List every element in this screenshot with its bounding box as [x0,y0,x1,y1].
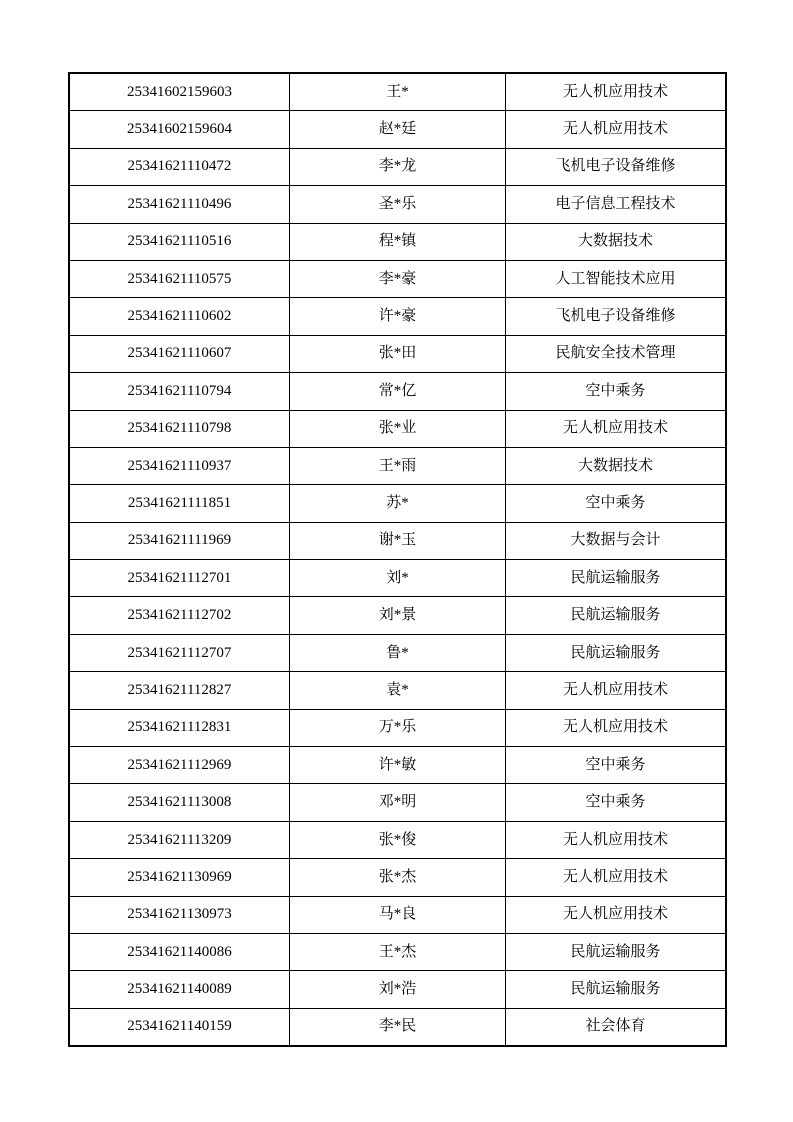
exam-number-cell: 25341621113008 [69,784,290,821]
major-cell: 大数据与会计 [506,522,727,559]
major-cell: 无人机应用技术 [506,859,727,896]
exam-number-cell: 25341621110794 [69,373,290,410]
exam-number-cell: 25341621140089 [69,971,290,1008]
exam-number-cell: 25341621112827 [69,672,290,709]
exam-number-cell: 25341621112969 [69,747,290,784]
name-cell: 刘*景 [290,597,506,634]
major-cell: 民航运输服务 [506,560,727,597]
exam-number-cell: 25341621110575 [69,260,290,297]
exam-number-cell: 25341621110602 [69,298,290,335]
exam-number-cell: 25341621111851 [69,485,290,522]
major-cell: 大数据技术 [506,223,727,260]
exam-number-cell: 25341621140086 [69,933,290,970]
exam-number-cell: 25341602159604 [69,111,290,148]
major-cell: 无人机应用技术 [506,73,727,111]
name-cell: 张*杰 [290,859,506,896]
table-row [69,298,726,335]
major-cell: 无人机应用技术 [506,821,727,858]
table-row [69,709,726,746]
table-row [69,186,726,223]
exam-number-cell: 25341621110937 [69,447,290,484]
name-cell: 圣*乐 [290,186,506,223]
table-row [69,896,726,933]
name-cell: 赵*廷 [290,111,506,148]
name-cell: 许*敏 [290,747,506,784]
major-cell: 空中乘务 [506,747,727,784]
table-row [69,335,726,372]
name-cell: 许*豪 [290,298,506,335]
table-row [69,933,726,970]
name-cell: 马*良 [290,896,506,933]
table-row [69,784,726,821]
table-row [69,821,726,858]
table-row [69,223,726,260]
name-cell: 鲁* [290,634,506,671]
exam-number-cell: 25341621112707 [69,634,290,671]
table-row [69,971,726,1008]
table-row [69,747,726,784]
name-cell: 张*田 [290,335,506,372]
major-cell: 飞机电子设备维修 [506,298,727,335]
name-cell: 程*镇 [290,223,506,260]
exam-number-cell: 25341621140159 [69,1008,290,1046]
major-cell: 无人机应用技术 [506,672,727,709]
name-cell: 袁* [290,672,506,709]
table-row [69,111,726,148]
major-cell: 民航运输服务 [506,971,727,1008]
table-row [69,522,726,559]
table-body [69,73,726,1046]
exam-number-cell: 25341621112702 [69,597,290,634]
major-cell: 无人机应用技术 [506,111,727,148]
major-cell: 人工智能技术应用 [506,260,727,297]
exam-number-cell: 25341621110496 [69,186,290,223]
exam-number-cell: 25341621110472 [69,148,290,185]
exam-number-cell: 25341621130973 [69,896,290,933]
major-cell: 民航运输服务 [506,597,727,634]
exam-number-cell: 25341621130969 [69,859,290,896]
name-cell: 李*民 [290,1008,506,1046]
table-row [69,148,726,185]
name-cell: 王*雨 [290,447,506,484]
exam-number-cell: 25341602159603 [69,73,290,111]
name-cell: 邓*明 [290,784,506,821]
name-cell: 张*俊 [290,821,506,858]
table-row [69,373,726,410]
table-row [69,859,726,896]
major-cell: 空中乘务 [506,485,727,522]
name-cell: 常*亿 [290,373,506,410]
table-row [69,672,726,709]
admission-roster-table [68,72,727,1047]
name-cell: 刘*浩 [290,971,506,1008]
table-row [69,73,726,111]
table-row [69,410,726,447]
name-cell: 苏* [290,485,506,522]
exam-number-cell: 25341621112701 [69,560,290,597]
major-cell: 社会体育 [506,1008,727,1046]
major-cell: 空中乘务 [506,784,727,821]
major-cell: 无人机应用技术 [506,896,727,933]
name-cell: 张*业 [290,410,506,447]
name-cell: 万*乐 [290,709,506,746]
name-cell: 李*龙 [290,148,506,185]
table-row [69,560,726,597]
exam-number-cell: 25341621110798 [69,410,290,447]
major-cell: 民航安全技术管理 [506,335,727,372]
table-row [69,597,726,634]
name-cell: 谢*玉 [290,522,506,559]
name-cell: 李*豪 [290,260,506,297]
exam-number-cell: 25341621113209 [69,821,290,858]
major-cell: 无人机应用技术 [506,410,727,447]
table-row [69,485,726,522]
exam-number-cell: 25341621110607 [69,335,290,372]
major-cell: 电子信息工程技术 [506,186,727,223]
table-row [69,260,726,297]
name-cell: 王*杰 [290,933,506,970]
major-cell: 大数据技术 [506,447,727,484]
major-cell: 飞机电子设备维修 [506,148,727,185]
table-row [69,447,726,484]
major-cell: 空中乘务 [506,373,727,410]
name-cell: 刘* [290,560,506,597]
exam-number-cell: 25341621110516 [69,223,290,260]
table-row [69,1008,726,1046]
exam-number-cell: 25341621112831 [69,709,290,746]
table-row [69,634,726,671]
name-cell: 王* [290,73,506,111]
major-cell: 无人机应用技术 [506,709,727,746]
exam-number-cell: 25341621111969 [69,522,290,559]
major-cell: 民航运输服务 [506,634,727,671]
major-cell: 民航运输服务 [506,933,727,970]
